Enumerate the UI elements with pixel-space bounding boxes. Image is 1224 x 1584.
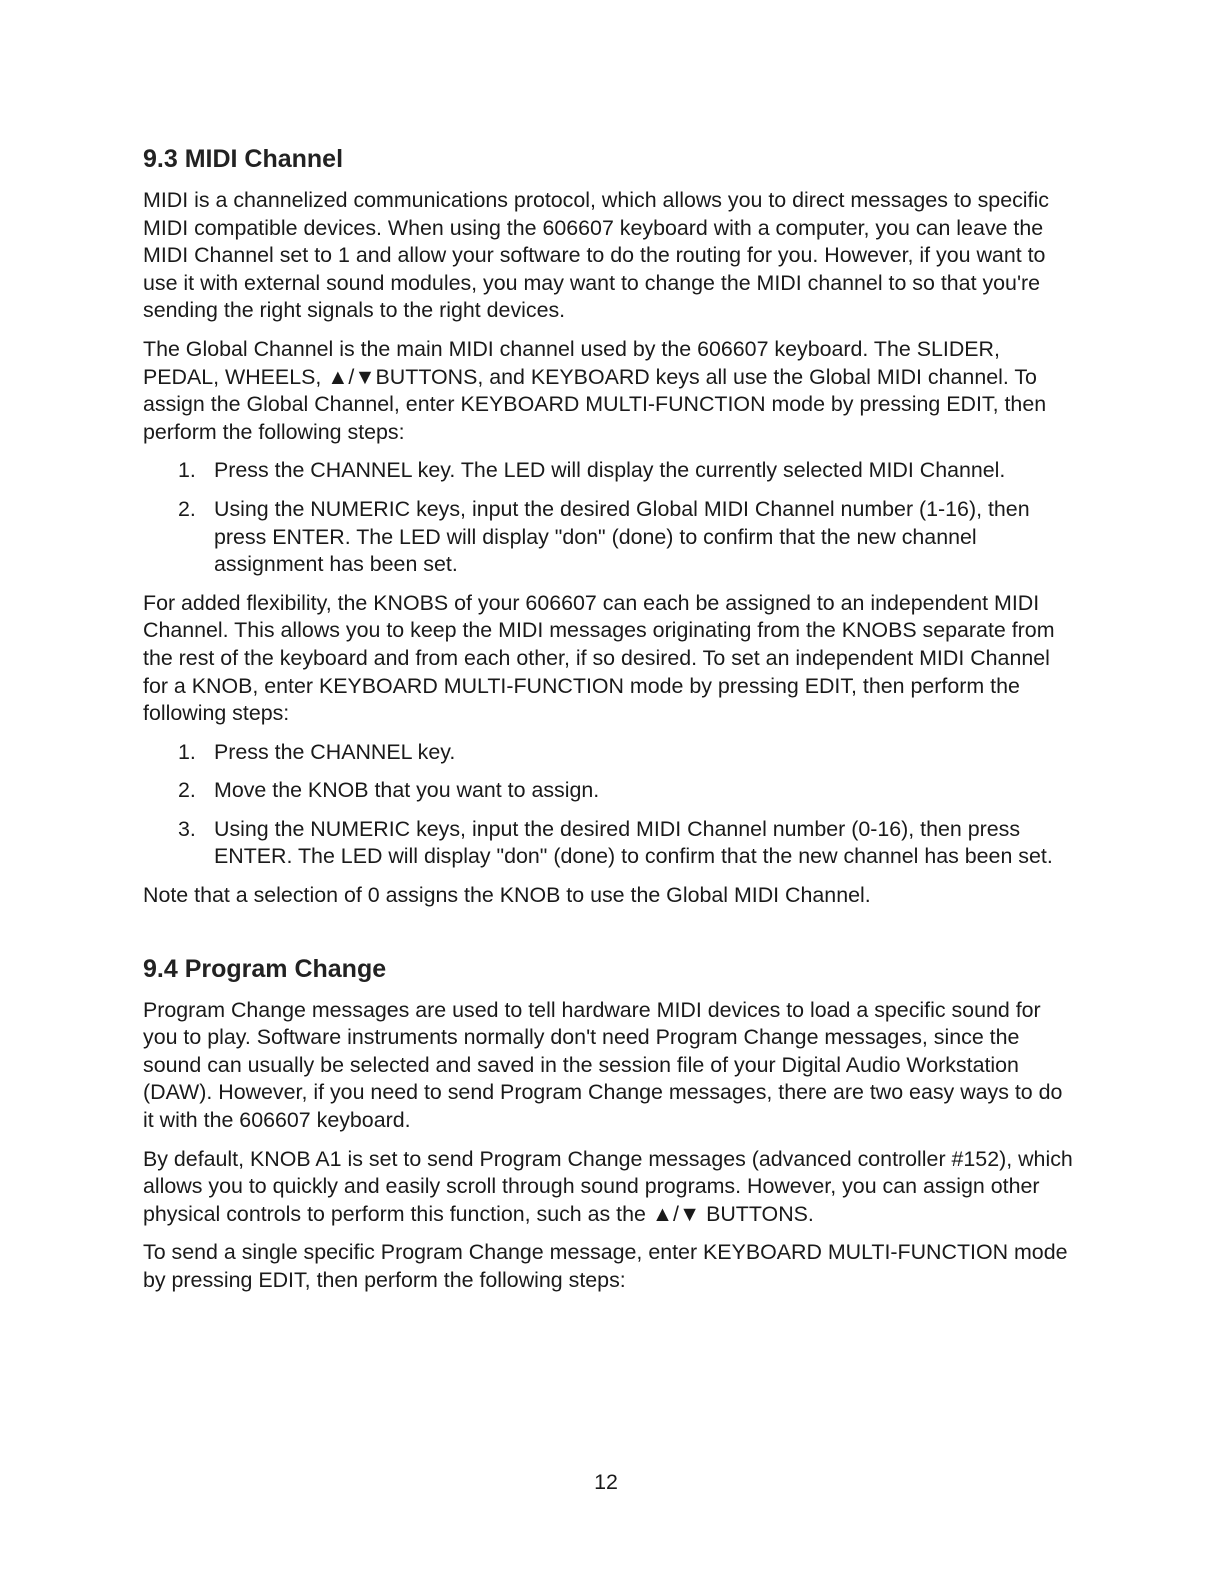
paragraph: MIDI is a channelized communications protocol, which allows you to direct messages to specific MIDI compatible devices. When using the 606607 keyboard with a computer, you can leave the MIDI Channel set to 1 and allow your software to do the routing for you. However, if you want to use it with external sound modules, you may want to change the MIDI channel to so that you're sending the right signals to the right devices. [143,188,1049,323]
list-item-text: Press the CHANNEL key. [214,739,456,764]
list-number: 2. [178,496,196,521]
section-program-change [143,950,1078,1295]
paragraph: Program Change messages are used to tell hardware MIDI devices to load a specific sound for you to play. Software instruments normally don't need Program Change messages, since the sound can usually be selected and saved in the session file of your Digital Audio Workstation (DAW). However, if you need to send Program Change messages, there are two easy ways to do it with the 606607 keyboard. [143,997,1063,1133]
page-number: 12 [594,1470,618,1494]
list-item [143,739,1078,767]
list-item-text: Move the KNOB that you want to assign. [214,778,600,803]
section-midi-channel [143,140,1078,910]
paragraph: To send a single specific Program Change message, enter KEYBOARD MULTI-FUNCTION mode by pressing EDIT, then perform the following steps: [143,1240,1068,1292]
list-item-text: Using the NUMERIC keys, input the desired Global MIDI Channel number (1-16), then press ENTER. The LED will display "don" (done) to confirm that the new channel assignment has been set. [214,496,1030,577]
paragraph: By default, KNOB A1 is set to send Program Change messages (advanced controller #152), which allows you to quickly and easily scroll through sound programs. However, you can assign other physical controls to perform this function, such as the ▲/▼ BUTTONS. [143,1146,1073,1226]
list-number: 3. [178,816,196,841]
paragraph: For added flexibility, the KNOBS of your 606607 can each be assigned to an independent MIDI Channel. This allows you to keep the MIDI messages originating from the KNOBS separate from the rest of the keyboard and from each other, if so desired. To set an independent MIDI Channel for a KNOB, enter KEYBOARD MULTI-FUNCTION mode by pressing EDIT, then perform the following steps: [143,590,1055,726]
list-item [143,816,1078,871]
list-number: 2. [178,778,196,803]
list-number: 1. [178,739,196,764]
document-page [143,140,1078,1306]
list-item-text: Press the CHANNEL key. The LED will display the currently selected MIDI Channel. [214,458,1006,483]
list-item [143,457,1078,485]
paragraph: The Global Channel is the main MIDI channel used by the 606607 keyboard. The SLIDER, PEDAL, WHEELS, ▲/▼BUTTONS, and KEYBOARD keys all use the Global MIDI channel. To assign the Global Channel, enter KEYBOARD MULTI-FUNCTION mode by pressing EDIT, then perform the following steps: [143,336,1047,444]
list-number: 1. [178,458,196,483]
list-item [143,777,1078,805]
paragraph: Note that a selection of 0 assigns the KNOB to use the Global MIDI Channel. [143,883,871,908]
numbered-list-knob-channel [143,739,1078,871]
section-heading: 9.3 MIDI Channel [143,145,344,173]
numbered-list-global-channel [143,457,1078,578]
list-item-text: Using the NUMERIC keys, input the desired MIDI Channel number (0-16), then press ENTER. The LED will display "don" (done) to confirm that the new channel has been set. [214,816,1053,869]
section-heading: 9.4 Program Change [143,954,387,983]
list-item [143,496,1078,579]
